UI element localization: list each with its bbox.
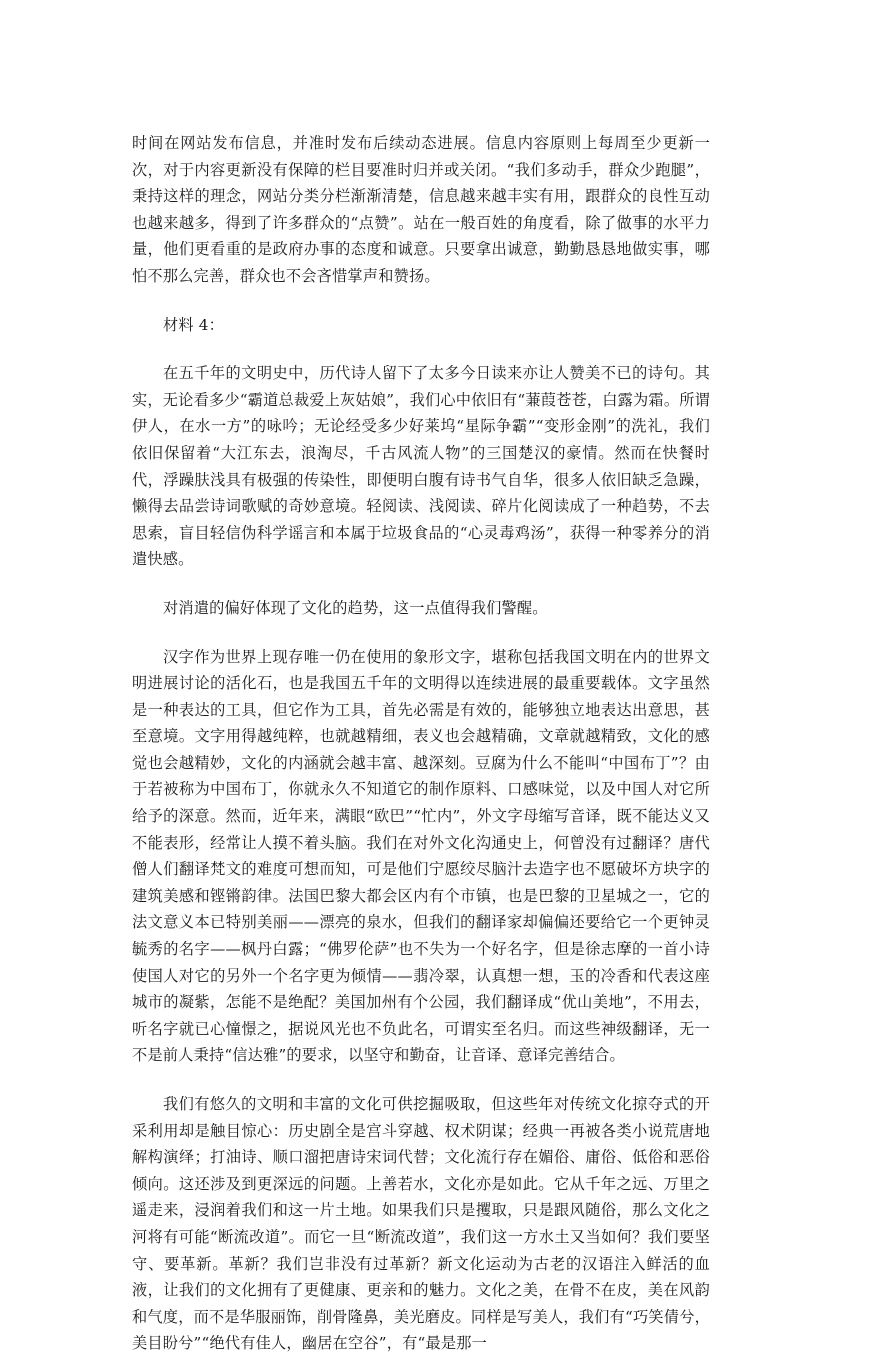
paragraph-chinese-characters: 汉字作为世界上现存唯一仍在使用的象形文字，堪称包括我国文明在内的世界文明进展讨论的活化石，也是我国五千年的文明得以连续进展的最重要载体。文字虽然是一种表达的工具，但它作为工具，首先必需是有效的，能够独立地表达出意思，甚至意境。文字用得越纯粹，也就越精细，表义也会越精确，文章就越精致，文化的感觉也会越精妙，文化的内涵就会越丰富、越深刻。豆腐为什么不能叫“中国布丁”？由于若被称为中国布丁，你就永久不知道它的制作原料、口感味觉，以及中国人对它所给予的深意。然而，近年来，满眼“欧巴”“忙内”，外文字母缩写音译，既不能达义又不能表形，经常让人摸不着头脑。我们在对外文化沟通史上，何曾没有过翻译？唐代僧人们翻译梵文的难度可想而知，可是他们宁愿绞尽脑汁去造字也不愿破坏方块字的建筑美感和铿锵韵律。法国巴黎大都会区内有个市镇，也是巴黎的卫星城之一，它的法文意义本已特别美丽——漂亮的泉水，但我们的翻译家却偏偏还要给它一个更钟灵毓秀的名字——枫丹白露；“佛罗伦萨”也不失为一个好名字，但是徐志摩的一首小诗使国人对它的另外一个名字更为倾情——翡冷翠，认真想一想，玉的冷香和代表这座城市的凝紫，怎能不是绝配？美国加州有个公园，我们翻译成“优山美地”，不用去，听名字就已心憧憬之，据说风光也不负此名，可谓实至名归。而这些神级翻译，无一不是前人秉持“信达雅”的要求，以坚守和勤奋，让音译、意译完善结合。	[132, 647, 710, 1065]
paragraph-culture: 我们有悠久的文明和丰富的文化可供挖掘吸取，但这些年对传统文化掠夺式的开采利用却是触目惊心：历史剧全是宫斗穿越、权术阴谋；经典一再被各类小说荒唐地解构演绎；打油诗、顺口溜把唐诗宋词代替；文化流行存在媚俗、庸俗、低俗和恶俗倾向。这还涉及到更深远的问题。上善若水，文化亦是如此。它从千年之远、万里之遥走来，浸润着我们和这一片土地。如果我们只是攫取，只是跟风随俗，那么文化之河将有可能“断流改道”。而它一旦“断流改道”，我们这一方水土又当如何？我们要坚守、要革新。革新？我们岂非没有过革新？新文化运动为古老的汉语注入鲜活的血液，让我们的文化拥有了更健康、更亲和的魅力。文化之美，在骨不在皮，美在风韵和气度，而不是华服丽饰，削骨隆鼻，美光磨皮。同样是写美人，我们有“巧笑倩兮，美目盼兮”“绝代有佳人，幽居在空谷”，有“最是那一	[132, 1095, 710, 1353]
paragraph-poetry: 在五千年的文明史中，历代诗人留下了太多今日读来亦让人赞美不已的诗句。其实，无论看多少“霸道总裁爱上灰姑娘”，我们心中依旧有“蒹葭苍苍，白露为霜。所谓伊人，在水一方”的咏吟；无论经受多少好莱坞“星际争霸”“变形金刚”的洗礼，我们依旧保留着“大江东去，浪淘尽，千古风流人物”的三国楚汉的豪情。然而在快餐时代，浮躁肤浅具有极强的传染性，即便明白腹有诗书气自华，很多人依旧缺乏急躁，懒得去品尝诗词歌赋的奇妙意境。轻阅读、浅阅读、碎片化阅读成了一种趋势，不去思索，盲目轻信伪科学谣言和本属于垃圾食品的“心灵毒鸡汤”，获得一种零养分的消遣快感。	[132, 364, 710, 569]
paragraph-short: 对消遣的偏好体现了文化的趋势，这一点值得我们警醒。	[163, 598, 548, 617]
material-label: 材料 4：	[163, 315, 225, 334]
document-body	[132, 130, 710, 1357]
paragraph-continued: 时间在网站发布信息，并准时发布后续动态进展。信息内容原则上每周至少更新一次，对于内容更新没有保障的栏目要准时归并或关闭。“我们多动手，群众少跑腿”，秉持这样的理念，网站分类分栏渐渐清楚，信息越来越丰实有用，跟群众的良性互动也越来越多，得到了许多群众的“点赞”。站在一般百姓的角度看，除了做事的水平力量，他们更看重的是政府办事的态度和诚意。只要拿出诚意，勤勤恳恳地做实事，哪怕不那么完善，群众也不会吝惜掌声和赞扬。	[132, 134, 710, 285]
